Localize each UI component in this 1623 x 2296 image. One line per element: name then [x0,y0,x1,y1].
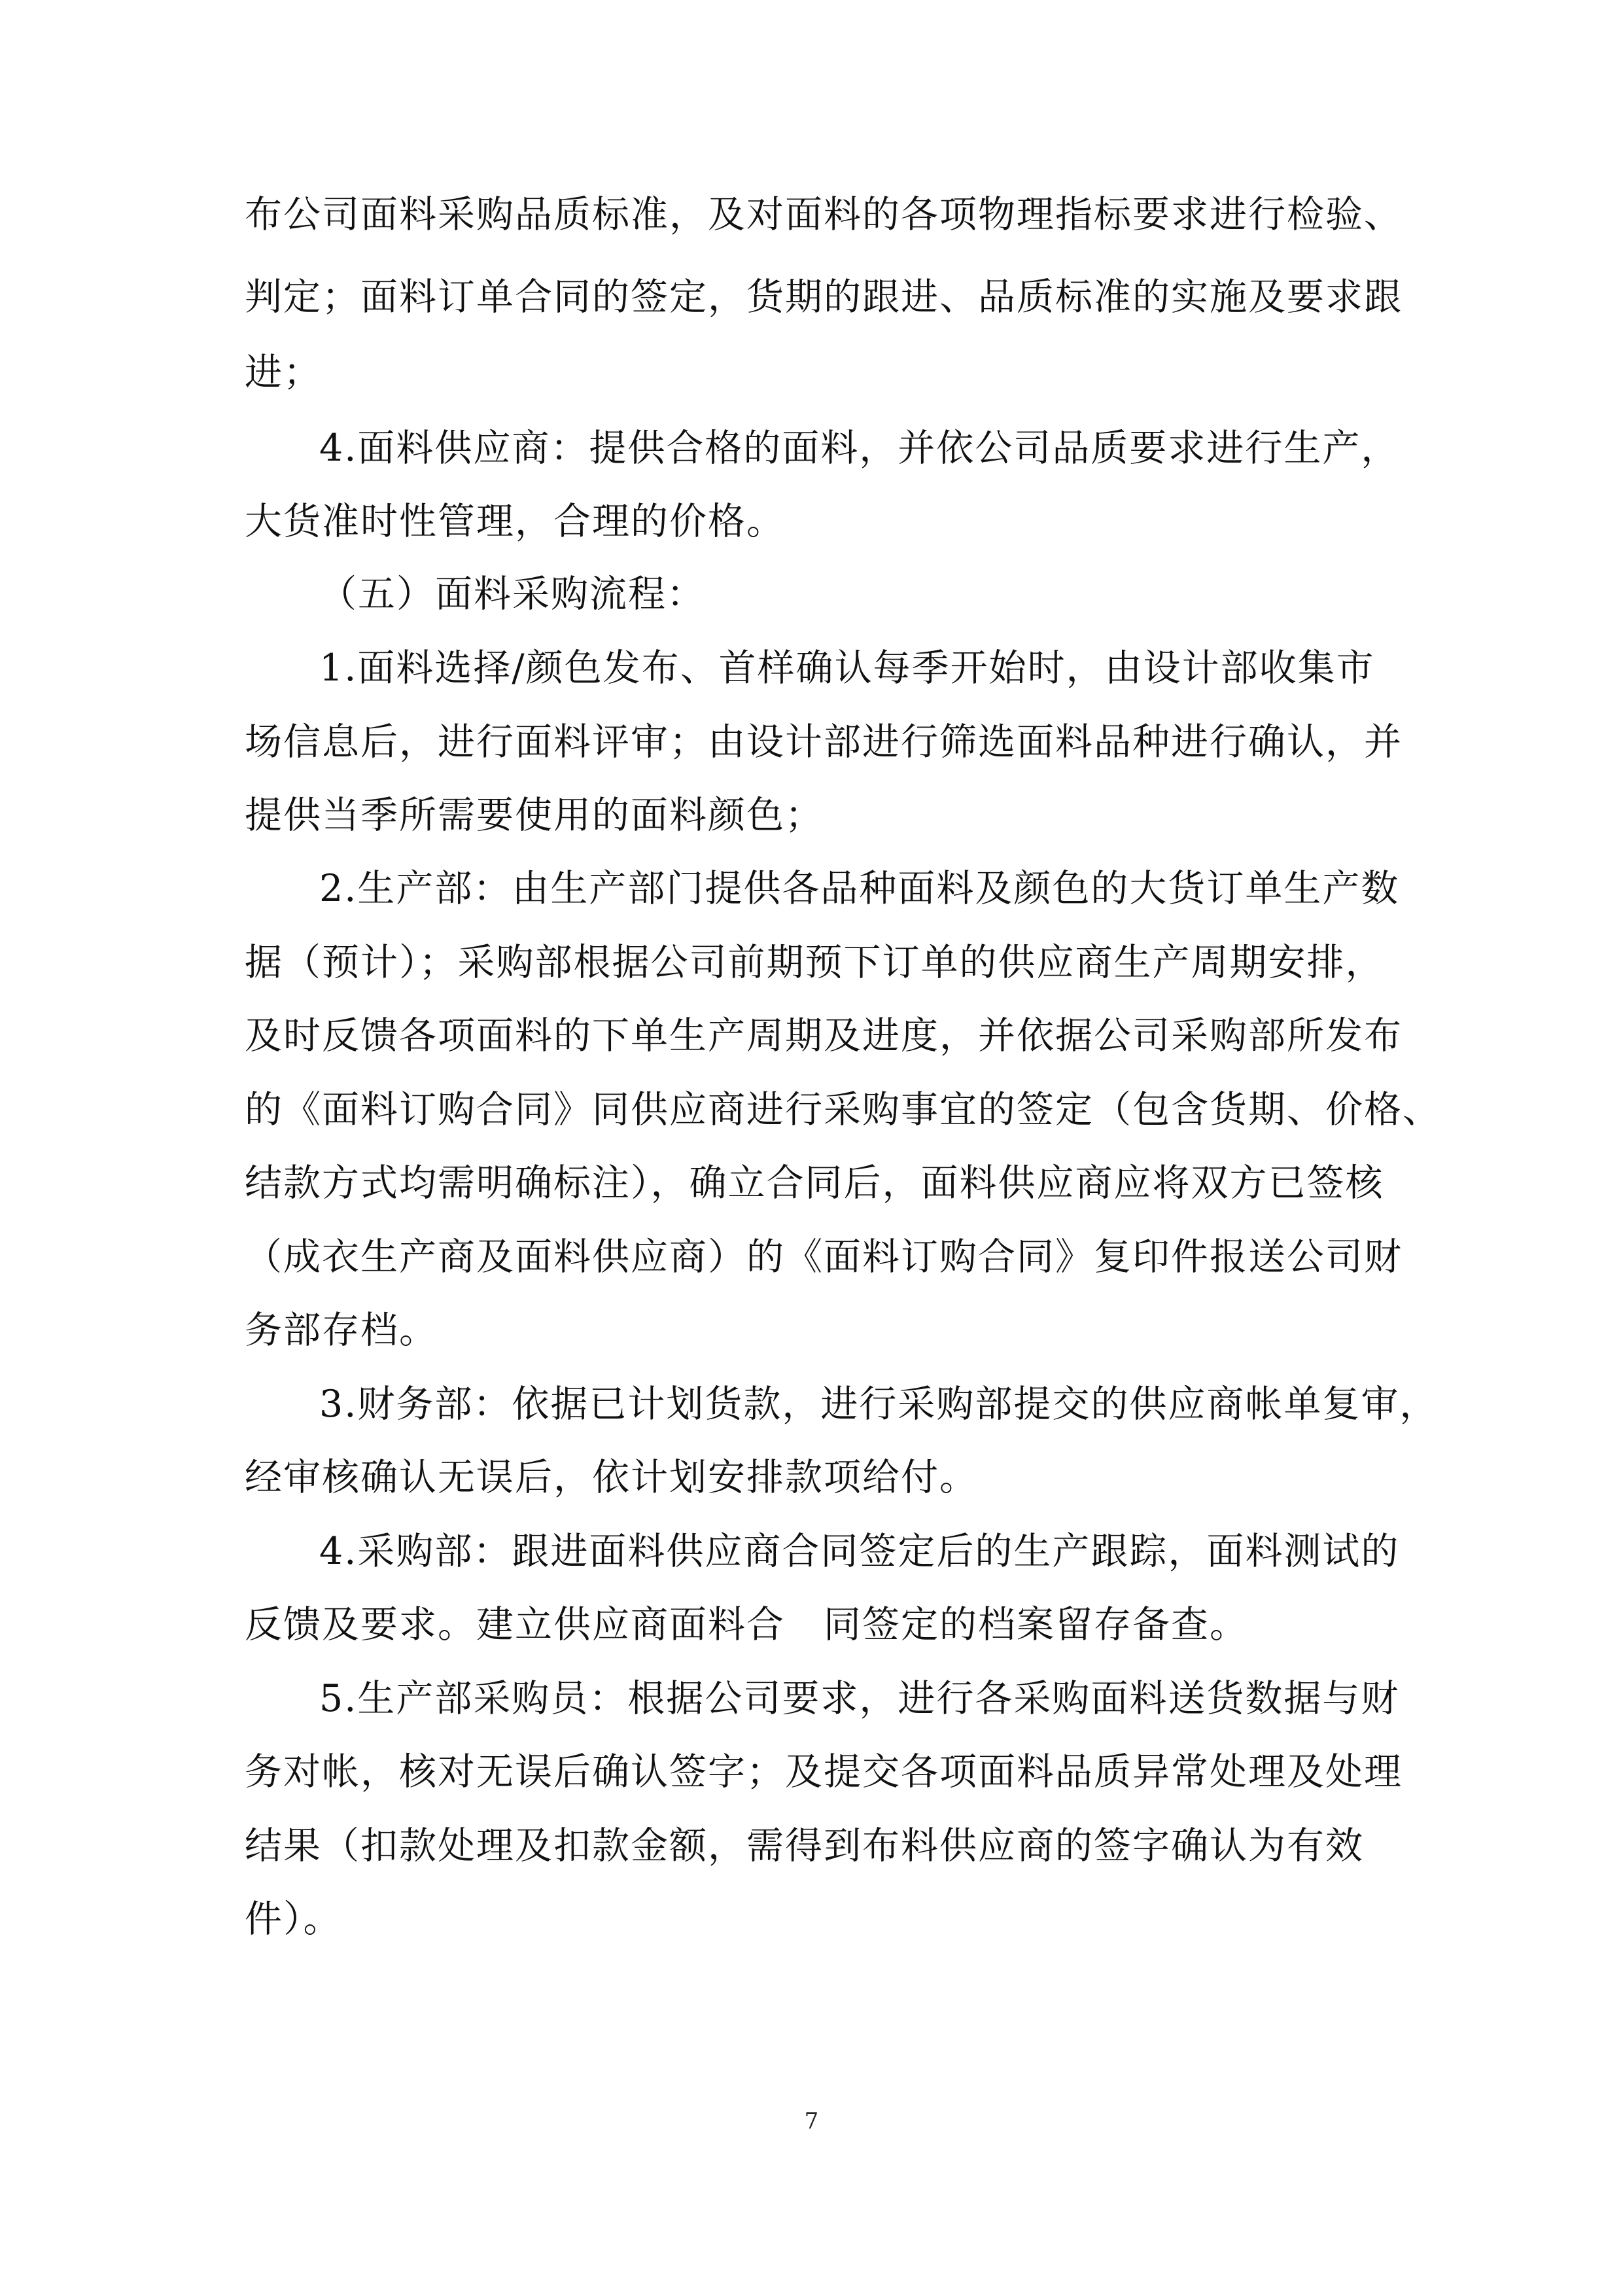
text-line: 场信息后，进行面料评审；由设计部进行筛选面料品种进行确认，并 [245,720,1403,764]
text-line: （成衣生产商及面料供应商）的《面料订购合同》复印件报送公司财 [245,1235,1403,1279]
text-line: 结款方式均需明确标注），确立合同后，面料供应商应将双方已签核 [245,1161,1384,1205]
text-line: 进； [245,351,322,394]
text-line: 的《面料订购合同》同供应商进行采购事宜的签定（包含货期、价格、 [245,1088,1441,1131]
text-line: 3.财务部：依据已计划货款，进行采购部提交的供应商帐单复审， [319,1383,1439,1426]
page-number: 7 [804,2108,819,2134]
text-line: 件）。 [245,1898,342,1941]
text-line: 结果（扣款处理及扣款金额，需得到布料供应商的签字确认为有效 [245,1824,1364,1867]
text-line: 及时反馈各项面料的下单生产周期及进度，并依据公司采购部所发布 [245,1014,1403,1057]
text-line: 大货准时性管理，合理的价格。 [245,500,785,543]
text-line: 提供当季所需要使用的面料颜色； [245,794,824,837]
text-line: 2.生产部：由生产部门提供各品种面料及颜色的大货订单生产数 [319,867,1400,910]
text-line: 务对帐，核对无误后确认签字；及提交各项面料品质异常处理及处理 [245,1750,1403,1793]
text-line: 布公司面料采购品质标准，及对面料的各项物理指标要求进行检验、 [245,193,1403,236]
text-line: 反馈及要求。建立供应商面料合 同签定的档案留存备查。 [245,1603,1248,1646]
text-line: 务部存档。 [245,1309,438,1352]
text-line: 据（预计）；采购部根据公司前期预下订单的供应商生产周期安排， [245,941,1384,984]
text-line: 5.生产部采购员：根据公司要求，进行各采购面料送货数据与财 [319,1677,1400,1720]
text-line: 判定；面料订单合同的签定，货期的跟进、品质标准的实施及要求跟 [245,275,1403,319]
text-line: 经审核确认无误后，依计划安排款项给付。 [245,1456,978,1499]
text-line: 4.采购部：跟进面料供应商合同签定后的生产跟踪，面料测试的 [319,1530,1400,1573]
section-heading: （五）面料采购流程： [319,573,705,616]
text-line: 1.面料选择/颜色发布、首样确认每季开始时，由设计部收集市 [319,646,1375,690]
text-line: 4.面料供应商：提供合格的面料，并依公司品质要求进行生产， [319,427,1400,470]
